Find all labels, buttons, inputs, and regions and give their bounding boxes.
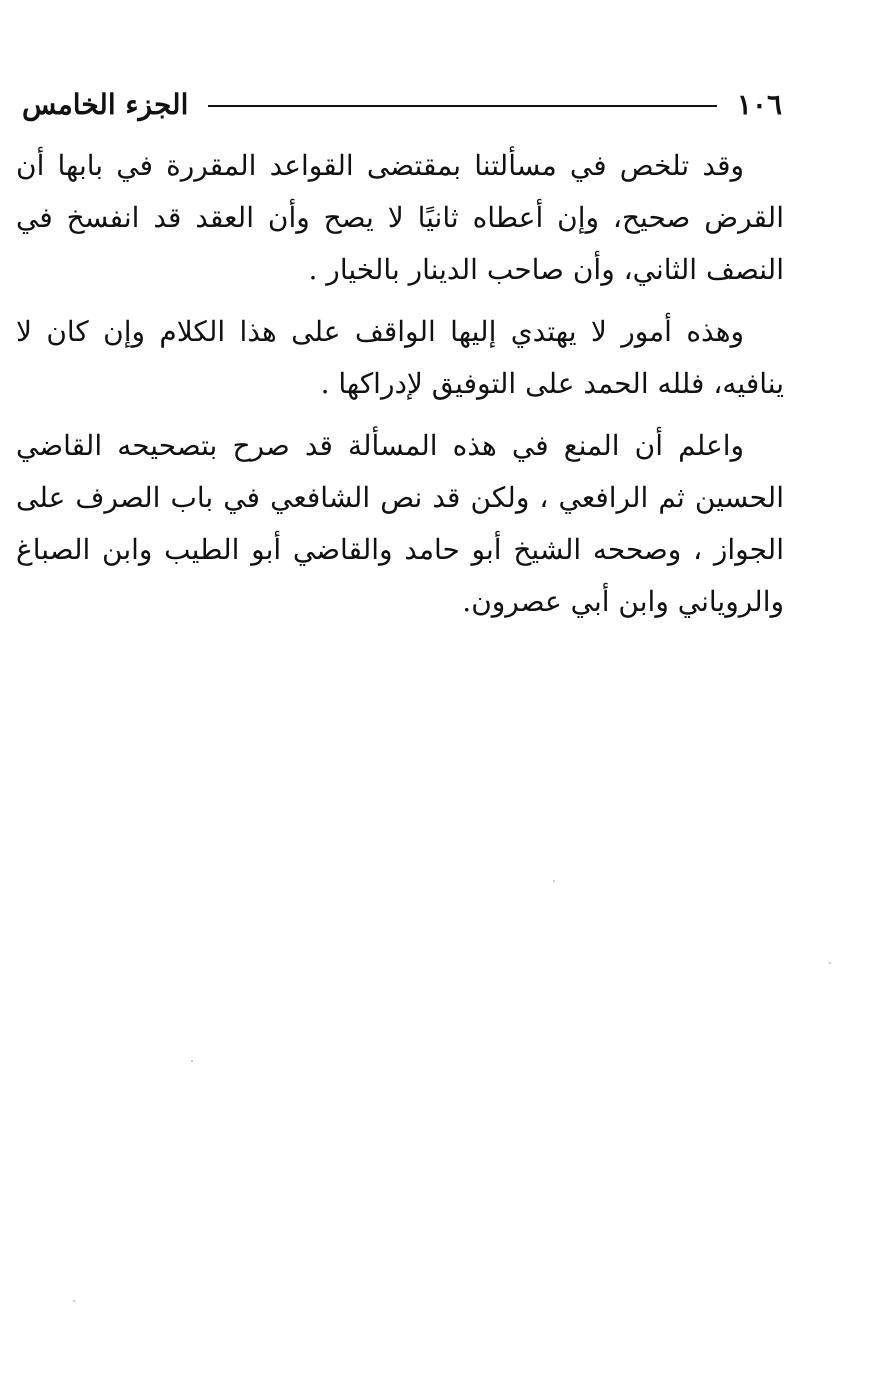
scan-speck bbox=[829, 962, 831, 964]
paragraph-2: وهذه أمور لا يهتدي إليها الواقف على هذا الكلام وإن كان لا ينافيه، فلله الحمد على التوفيق لإدراكها . bbox=[16, 315, 784, 400]
scan-speck bbox=[553, 880, 555, 882]
scan-speck bbox=[191, 1060, 193, 1062]
volume-title: الجزء الخامس bbox=[22, 87, 189, 121]
paragraph-3: واعلم أن المنع في هذه المسألة قد صرح بتصحيحه القاضي الحسين ثم الرافعي ، ولكن قد نص الشافعي في باب الصرف على الجواز ، وصححه الشيخ أبو حامد والقاضي أبو الطيب وابن الصباغ والروياني وابن أبي عصرون. bbox=[16, 429, 784, 618]
page-header bbox=[22, 82, 782, 126]
body-text bbox=[16, 140, 784, 638]
page-number: ١٠٦ bbox=[736, 87, 782, 121]
header-rule bbox=[208, 105, 717, 107]
paragraph-1: وقد تلخص في مسألتنا بمقتضى القواعد المقررة في بابها أن القرض صحيح، وإن أعطاه ثانيًا لا يصح وأن العقد قد انفسخ في النصف الثاني، وأن صاحب الدينار بالخيار . bbox=[16, 149, 784, 286]
scan-speck bbox=[73, 1300, 75, 1302]
